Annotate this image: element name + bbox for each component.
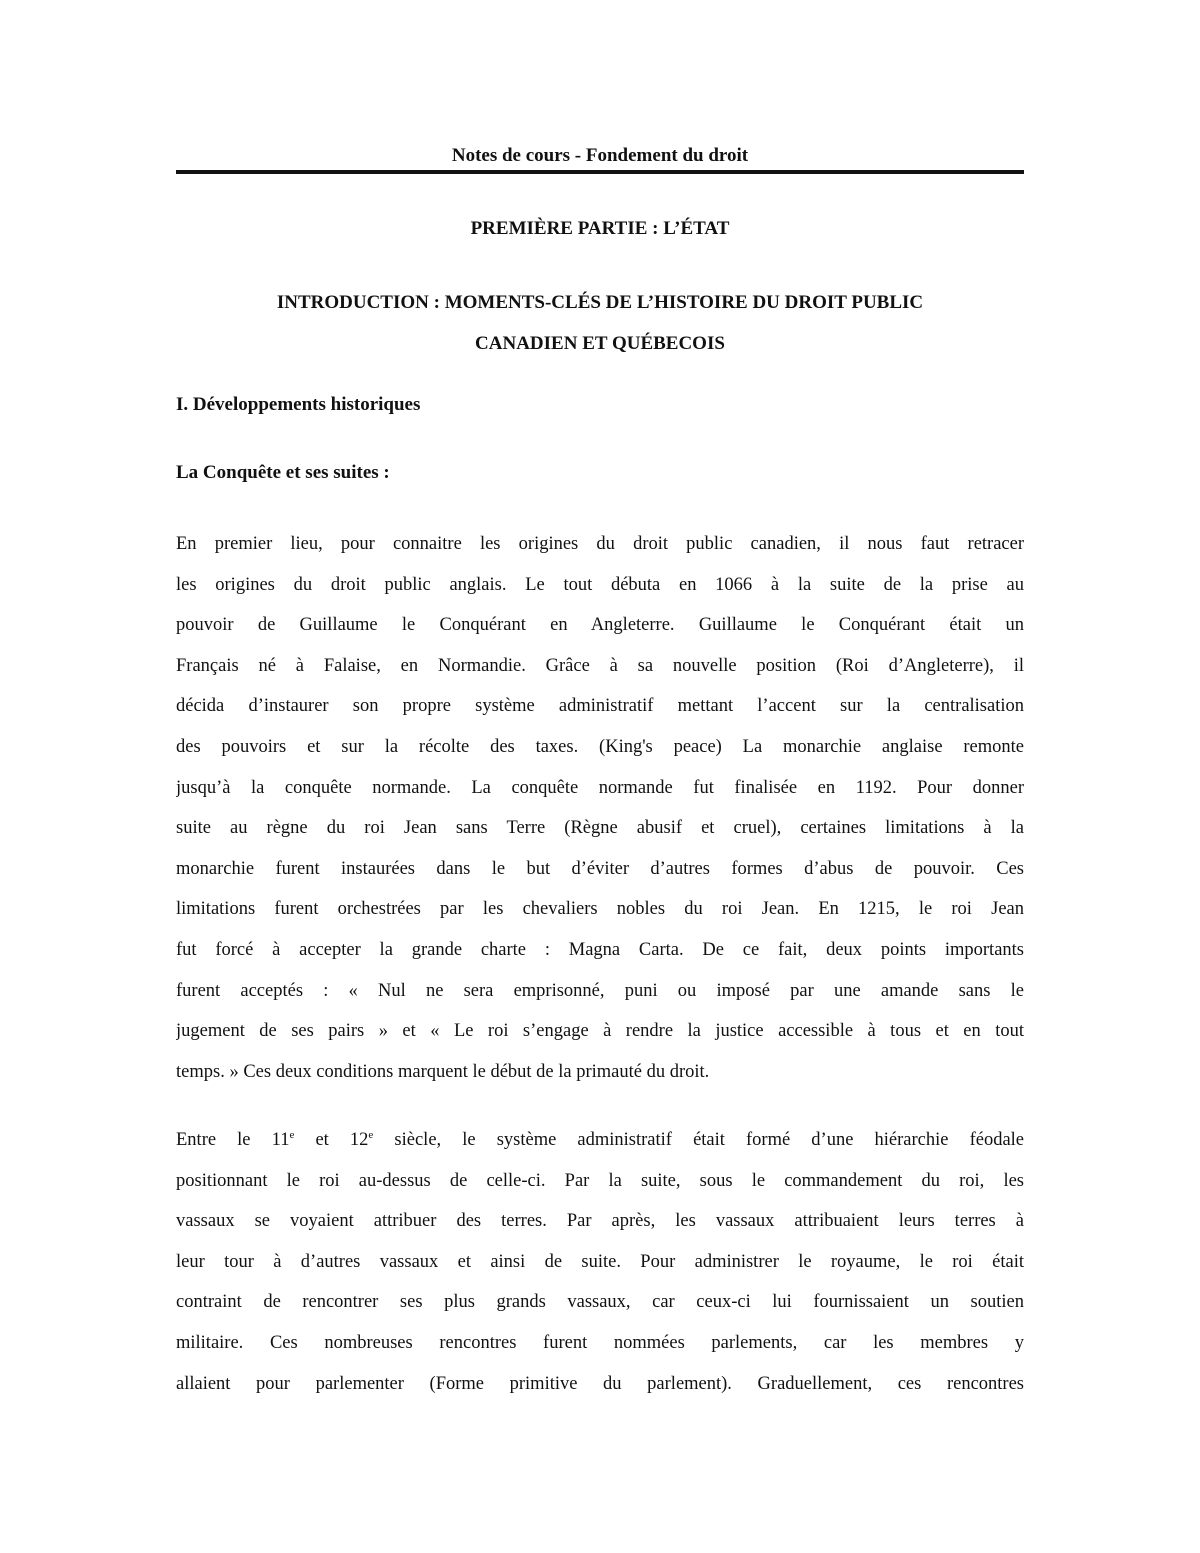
paragraph-line: En premier lieu, pour connaitre les origines du droit public canadien, il nous faut retracer	[176, 534, 1024, 554]
part-title: PREMIÈRE PARTIE : L’ÉTAT	[470, 218, 730, 239]
text-fragment: Entre le 11	[176, 1130, 290, 1150]
paragraph-line: leur tour à d’autres vassaux et ainsi de suite. Pour administrer le royaume, le roi était	[176, 1251, 1024, 1272]
paragraph-line: temps. » Ces deux conditions marquent le début de la primauté du droit.	[176, 1061, 710, 1082]
paragraph-line: allaient pour parlementer (Forme primitive du parlement). Graduellement, ces rencontres	[176, 1373, 1024, 1394]
paragraph-2	[176, 1120, 1024, 1404]
paragraph-line: vassaux se voyaient attribuer des terres. Par après, les vassaux attribuaient leurs terres à	[176, 1211, 1024, 1232]
introduction-title-line-1: INTRODUCTION : MOMENTS-CLÉS DE L’HISTOIRE DU DROIT PUBLIC	[276, 292, 924, 313]
paragraph-line: contraint de rencontrer ses plus grands vassaux, car ceux-ci lui fournissaient un soutien	[176, 1292, 1024, 1313]
introduction-title	[176, 282, 1024, 364]
paragraph-line: des pouvoirs et sur la récolte des taxes. (King's peace) La monarchie anglaise remonte	[176, 736, 1024, 757]
paragraph-line: fut forcé à accepter la grande charte : Magna Carta. De ce fait, deux points importants	[176, 939, 1024, 960]
paragraph-line: positionnant le roi au-dessus de celle-ci. Par la suite, sous le commandement du roi, les	[176, 1170, 1024, 1191]
paragraph-line: suite au règne du roi Jean sans Terre (Règne abusif et cruel), certaines limitations à la	[176, 818, 1024, 839]
introduction-title-line-2: CANADIEN ET QUÉBECOIS	[475, 333, 725, 354]
paragraph-line: jugement de ses pairs » et « Le roi s’engage à rendre la justice accessible à tous et en tout	[176, 1021, 1024, 1042]
superscript: e	[289, 1128, 295, 1141]
paragraph-line: limitations furent orchestrées par les chevaliers nobles du roi Jean. En 1215, le roi Jean	[176, 899, 1024, 920]
paragraph-line: monarchie furent instaurées dans le but d’éviter d’autres formes d’abus de pouvoir. Ces	[176, 858, 1024, 879]
paragraph-line: furent acceptés : « Nul ne sera emprisonné, puni ou imposé par une amande sans le	[176, 980, 1024, 1001]
paragraph-line: les origines du droit public anglais. Le tout débuta en 1066 à la suite de la prise au	[176, 574, 1024, 595]
paragraph-line: jusqu’à la conquête normande. La conquête normande fut finalisée en 1192. Pour donner	[176, 777, 1024, 798]
document-header-title: Notes de cours - Fondement du droit	[451, 145, 749, 166]
paragraph-line-with-superscripts	[176, 1120, 1024, 1161]
document-page	[176, 0, 1024, 1553]
paragraph-line: Français né à Falaise, en Normandie. Grâce à sa nouvelle position (Roi d’Angleterre), il	[176, 655, 1024, 676]
text-fragment: et 12	[294, 1130, 369, 1150]
section-heading: I. Développements historiques	[176, 394, 421, 415]
text-fragment: siècle, le système administratif était formé d’une hiérarchie féodale	[373, 1130, 1024, 1150]
sub-heading: La Conquête et ses suites :	[176, 462, 390, 483]
paragraph-line: décida d’instaurer son propre système administratif mettant l’accent sur la centralisation	[176, 696, 1024, 717]
header-divider	[176, 170, 1024, 174]
paragraph-1	[176, 524, 1024, 1092]
paragraph-line: militaire. Ces nombreuses rencontres furent nommées parlements, car les membres y	[176, 1332, 1024, 1353]
paragraph-line: pouvoir de Guillaume le Conquérant en Angleterre. Guillaume le Conquérant était un	[176, 615, 1024, 636]
superscript: e	[368, 1128, 374, 1141]
